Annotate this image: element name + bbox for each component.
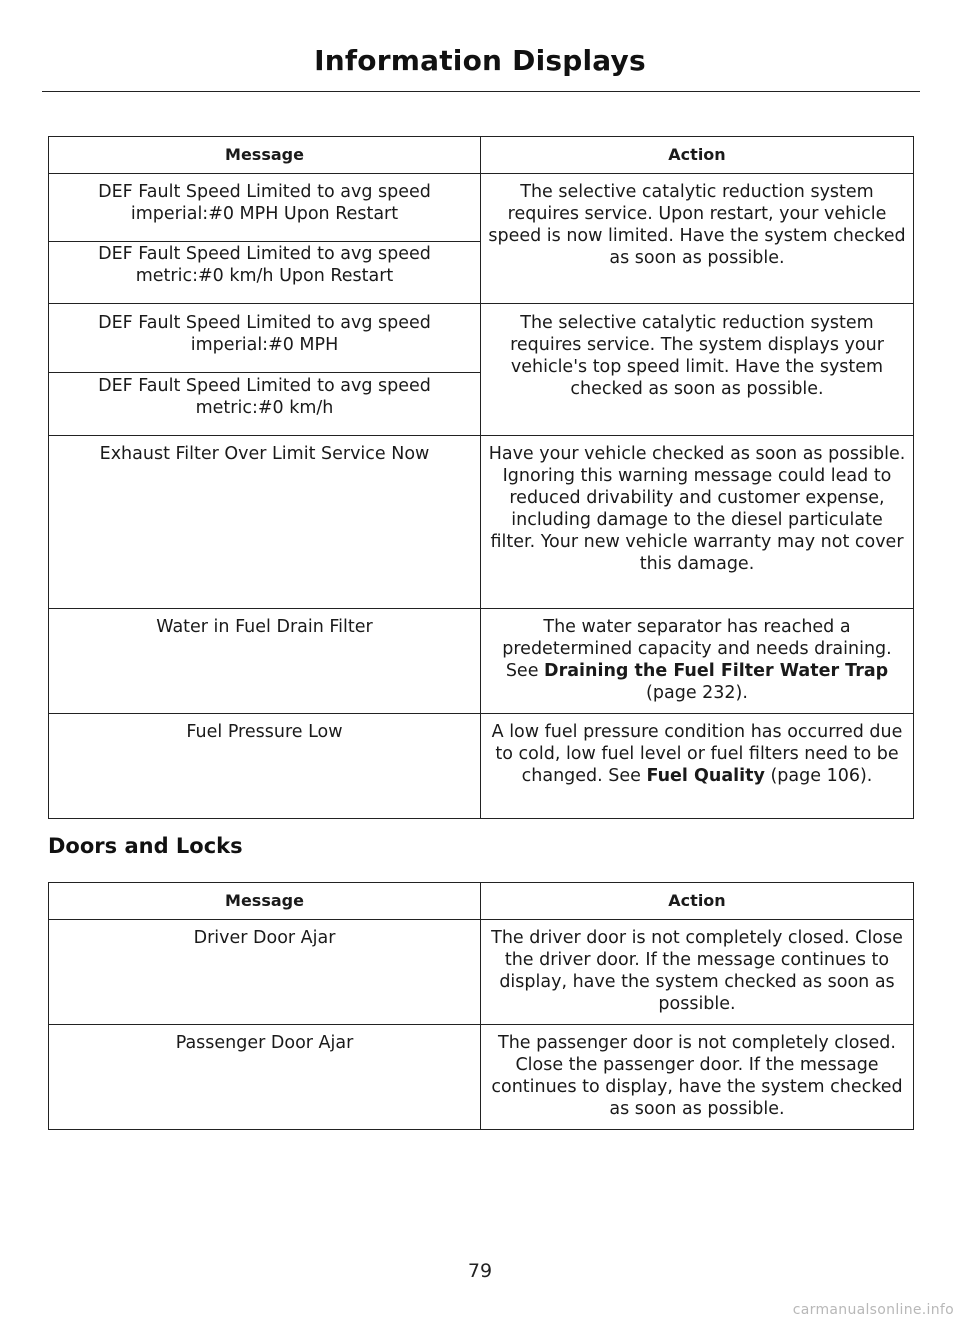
doors-locks-table [48,882,914,1130]
page-title: Information Displays [314,44,646,77]
header-divider [42,91,920,92]
table-row [49,609,914,714]
action-cell: The passenger door is not completely closed. Close the passenger door. If the message continues to display, have the system checked as soon as possible. [481,1025,914,1130]
column-header-action: Action [481,137,914,174]
table-header-row [49,137,914,174]
message-cell: DEF Fault Speed Limited to avg speed metric:#0 km/h Upon Restart [49,242,481,304]
cross-reference: Fuel Quality [646,766,765,786]
message-cell: Exhaust Filter Over Limit Service Now [49,436,481,609]
column-header-message: Message [49,137,481,174]
page-number: 79 [467,1260,493,1282]
table-row [49,174,914,242]
table-header-row [49,883,914,920]
table-row [49,920,914,1025]
section-title: Doors and Locks [48,834,243,858]
message-cell: Water in Fuel Drain Filter [49,609,481,714]
action-cell [481,609,914,714]
column-header-action: Action [481,883,914,920]
message-cell: DEF Fault Speed Limited to avg speed metric:#0 km/h [49,373,481,436]
message-cell: Passenger Door Ajar [49,1025,481,1130]
message-cell: DEF Fault Speed Limited to avg speed imperial:#0 MPH Upon Restart [49,174,481,242]
message-cell: DEF Fault Speed Limited to avg speed imperial:#0 MPH [49,304,481,373]
watermark: carmanualsonline.info [792,1302,954,1318]
message-cell: Driver Door Ajar [49,920,481,1025]
table-row [49,436,914,609]
action-text: (page 232). [646,683,748,703]
action-text: A low fuel pressure condition has occurred due to cold, low fuel level or fuel filters need to be changed. See [491,722,903,786]
column-header-message: Message [49,883,481,920]
table-row [49,714,914,819]
action-cell: Have your vehicle checked as soon as possible. Ignoring this warning message could lead to reduced drivability and customer expense, including damage to the diesel particulate filter. Your new vehicle warranty may not cover this damage. [481,436,914,609]
table-row [49,1025,914,1130]
action-cell: The selective catalytic reduction system requires service. The system displays your vehicle's top speed limit. Have the system checked as soon as possible. [481,304,914,436]
action-cell [481,714,914,819]
action-text: (page 106). [764,766,873,786]
action-cell: The driver door is not completely closed. Close the driver door. If the message continues to display, have the system checked as soon as possible. [481,920,914,1025]
action-text: The water separator has reached a predetermined capacity and needs draining. See [502,617,892,681]
warning-messages-table [48,136,914,819]
message-cell: Fuel Pressure Low [49,714,481,819]
action-cell: The selective catalytic reduction system requires service. Upon restart, your vehicle speed is now limited. Have the system checked as soon as possible. [481,174,914,304]
table-row [49,304,914,373]
cross-reference: Draining the Fuel Filter Water Trap [544,661,889,681]
